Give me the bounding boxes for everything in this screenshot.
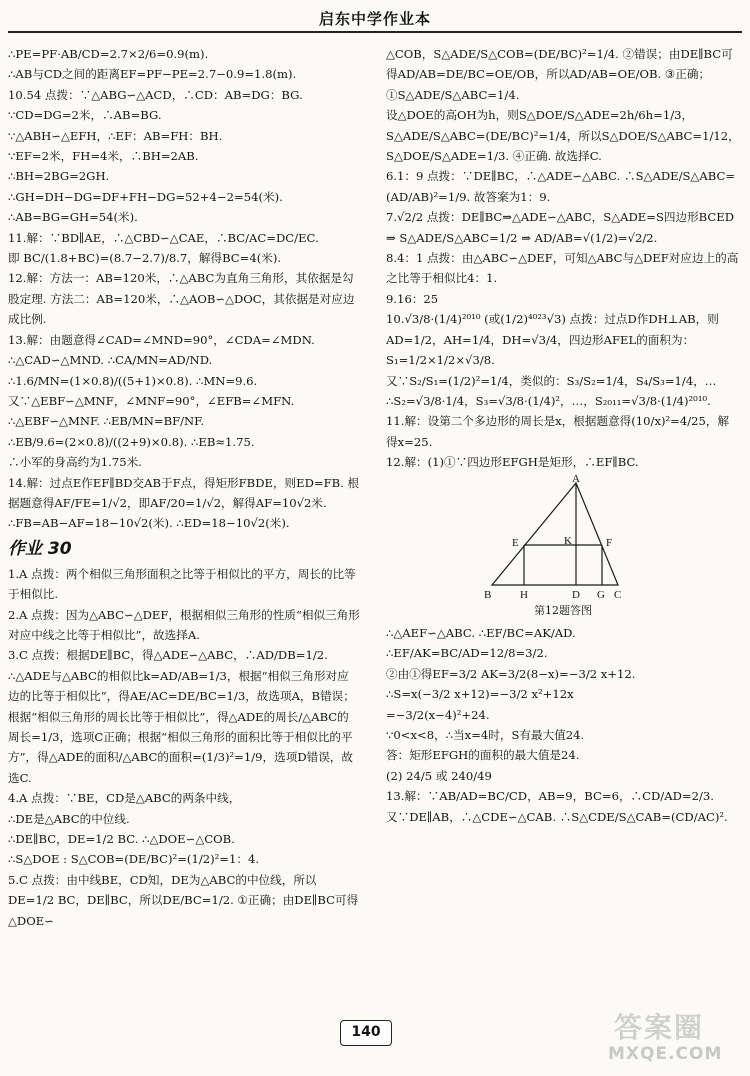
- answer-line: ∴△ADE与△ABC的相似比k=AD/AB=1/3，根据“相似三角形对应边的比等于相似比”，得AE/AC=DE/BC=1/3，故选项A，B错误；根据“相似三角形的周长比等于相似比”，得△ADE的周长/△ABC的周长=1/3，选项C正确；根据“相似三角形的面积比等于相似比的平方”，得△ADE的面积/△ABC的面积=(1/3)²=1/9，选项D错误，故选C.: [8, 668, 355, 785]
- answer-line: ∵△ABH∽△EFH，∴EF：AB=FH：BH.: [8, 128, 223, 143]
- answer-line: 6.1：9 点拨：∵DE∥BC，∴△ADE∽△ABC. ∴S△ADE/S△ABC=(AD/AB)²=1/9. 故答案为1：9.: [386, 169, 736, 204]
- answer-line: 4.A 点拨：∵BE，CD是△ABC的两条中线，: [8, 791, 241, 806]
- answer-line: ∵EF=2米，FH=4米，∴BH=2AB.: [8, 149, 199, 164]
- label-k: K: [564, 534, 572, 547]
- figure-caption: 第12题答图: [534, 603, 592, 617]
- label-d: D: [572, 588, 580, 601]
- answer-line: ②由①得EF=3/2 AK=3/2(8−x)=−3/2 x+12.: [386, 666, 636, 681]
- header-divider: [8, 31, 742, 33]
- answer-line: 10.√3/8·(1/4)²⁰¹⁰ (或(1/2)⁴⁰²³√3) 点拨：过点D作DH⊥AB，则AD=1/2，AH=1/4，DH=√3/4，四边形AFEL的面积为：S₁=1/2×1/2×√3/8.: [386, 312, 719, 368]
- answer-line: 5.C 点拨：由中线BE，CD知，DE为△ABC的中位线，所以DE=1/2 BC，DE∥BC，所以DE/BC=1/2. ①正确；由DE∥BC可得△DOE∽: [8, 872, 359, 928]
- page-header: [0, 0, 750, 40]
- answer-line: 10.54 点拨：∵△ABG∽△ACD，∴CD：AB=DG：BG.: [8, 87, 303, 102]
- watermark-logo: 答案圈: [614, 1011, 705, 1044]
- answer-line: (2) 24/5 或 240/49: [386, 768, 492, 783]
- label-h: H: [520, 588, 528, 601]
- answer-line: ∴PE=PF·AB/CD=2.7×2/6=0.9(m).: [8, 47, 209, 61]
- answer-line: 7.√2/2 点拨：DE∥BC⇒△ADE∽△ABC，S△ADE=S四边形BCED ⇒ S△ADE/S△ABC=1/2 ⇒ AD/AB=√(1/2)=√2/2.: [386, 210, 735, 245]
- answer-line: 1.A 点拨：两个相似三角形面积之比等于相似比的平方，周长的比等于相似比.: [8, 566, 356, 602]
- answer-line: 即 BC/(1.8+BC)=(8.7−2.7)/8.7，解得BC=4(米).: [8, 251, 282, 266]
- answer-line: 12.解：(1)①∵四边形EFGH是矩形，∴EF∥BC.: [386, 455, 639, 470]
- answer-line: 设△DOE的高OH为h，则S△DOE/S△ADE=2h/6h=1/3，S△ADE/S△ABC=(DE/BC)²=1/4，所以S△DOE/S△ABC=1/12，S△DOE/S△ADE=1/3. ④正确. 故选择C.: [386, 108, 740, 164]
- answer-line: ∴EB/9.6=(2×0.8)/((2+9)×0.8). ∴EB≈1.75.: [8, 434, 255, 449]
- watermark: [600, 1004, 740, 1070]
- answer-line: ∴小军的身高约为1.75米.: [8, 455, 142, 470]
- answer-line: ∴GH=DH−DG=DF+FH−DG=52+4−2=54(米).: [8, 189, 283, 204]
- label-a: A: [572, 472, 580, 485]
- answer-line: 13.解：∵AB/AD=BC/CD，AB=9，BC=6，∴CD/AD=2/3.: [386, 789, 714, 804]
- label-c: C: [614, 588, 622, 601]
- answer-line: ∴△EBF∽△MNF. ∴EB/MN=BF/NF.: [8, 414, 205, 429]
- answer-line: ∴EF/AK=BC/AD=12/8=3/2.: [386, 646, 548, 661]
- answer-line: ∴S=x(−3/2 x+12)=−3/2 x²+12x: [386, 687, 574, 702]
- label-g: G: [597, 588, 605, 601]
- answer-line: 9.16：25: [386, 291, 439, 306]
- answer-line: ∴FB=AB−AF=18−10√2(米). ∴ED=18−10√2(米).: [8, 516, 290, 531]
- left-column: [8, 44, 360, 1004]
- watermark-site: MXQE.COM: [608, 1044, 723, 1064]
- answer-line: 又∵S₂/S₁=(1/2)²=1/4，类似的：S₃/S₂=1/4，S₄/S₃=1/4，…: [386, 373, 717, 388]
- page-number: 140: [340, 1020, 392, 1046]
- answer-line: 答：矩形EFGH的面积的最大值是24.: [386, 748, 580, 763]
- section-title: 作业 30: [8, 538, 72, 559]
- label-e: E: [512, 536, 519, 549]
- answer-line: 又∵△EBF∽△MNF，∠MNF=90°，∠EFB=∠MFN.: [8, 393, 295, 408]
- triangle-figure: [386, 472, 740, 601]
- answer-line: 14.解：过点E作EF∥BD交AB于F点，得矩形FBDE，则ED=FB. 根据题意得AF/FE=1/√2，即AF/20=1/√2，解得AF=10√2米.: [8, 475, 360, 510]
- answer-line: 11.解：∵BD∥AE，∴△CBD∽△CAE，∴BC/AC=DC/EC.: [8, 230, 319, 245]
- answer-line: ∴BH=2BG=2GH.: [8, 169, 110, 184]
- answer-line: 又∵DE∥AB，∴△CDE∽△CAB. ∴S△CDE/S△CAB=(CD/AC)².: [386, 809, 728, 824]
- answer-line: 12.解：方法一：AB=120米，∴△ABC为直角三角形，其依据是勾股定理. 方法二：AB=120米，∴△AOB∽△DOC，其依据是对应边成比例.: [8, 271, 355, 327]
- answer-line: =−3/2(x−4)²+24.: [386, 707, 490, 722]
- answer-line: ∵0<x<8，∴当x=4时，S有最大值24.: [386, 727, 585, 742]
- answer-line: 11.解：设第二个多边形的周长是x，根据题意得(10/x)²=4/25，解得x=25.: [386, 414, 730, 449]
- answer-line: 13.解：由题意得∠CAD=∠MND=90°，∠CDA=∠MDN.: [8, 332, 315, 347]
- answer-line: ∴△AEF∽△ABC. ∴EF/BC=AK/AD.: [386, 625, 576, 640]
- answer-line: 2.A 点拨：因为△ABC∽△DEF，根据相似三角形的性质“相似三角形对应中线之比等于相似比”，故选择A.: [8, 607, 360, 642]
- answer-line: 3.C 点拨：根据DE∥BC，得△ADE∽△ABC，∴AD/DB=1/2.: [8, 648, 328, 663]
- triangle-abc: [492, 483, 618, 585]
- answer-line: ∴DE是△ABC的中位线.: [8, 811, 130, 826]
- answer-line: ∴S₂=√3/8·1/4，S₃=√3/8·(1/4)²，…，S₂₀₁₁=√3/8·(1/4)²⁰¹⁰.: [386, 393, 711, 408]
- label-b: B: [484, 588, 492, 601]
- answer-line: ∴△CAD∽△MND. ∴CA/MN=AD/ND.: [8, 353, 213, 368]
- answer-line: ∴1.6/MN=(1×0.8)/((5+1)×0.8). ∴MN=9.6.: [8, 373, 258, 388]
- right-column: [386, 44, 740, 1004]
- triangle-diagram: [386, 477, 740, 601]
- answer-line: 8.4：1 点拨：由△ABC∽△DEF，可知△ABC与△DEF对应边上的高之比等于相似比4：1.: [386, 251, 739, 286]
- answer-line: ∵CD=DG=2米，∴AB=BG.: [8, 108, 162, 123]
- answer-line: ∴DE∥BC，DE=1/2 BC. ∴△DOE∽△COB.: [8, 832, 235, 847]
- header-title: 启东中学作业本: [318, 10, 431, 28]
- answer-line: ∴S△DOE : S△COB=(DE/BC)²=(1/2)²=1：4.: [8, 852, 260, 867]
- answer-line: △COB，S△ADE/S△COB=(DE/BC)²=1/4. ②错误；由DE∥BC可得AD/AB=DE/BC=OE/OB，所以AD/AB=OE/OB. ③正确；①S△ADE/S△ABC=1/4.: [386, 47, 733, 102]
- answer-line: ∴AB=BG=GH=54(米).: [8, 210, 138, 225]
- answer-line: ∴AB与CD之间的距离EF=PF−PE=2.7−0.9=1.8(m).: [8, 67, 297, 82]
- label-f: F: [606, 536, 613, 549]
